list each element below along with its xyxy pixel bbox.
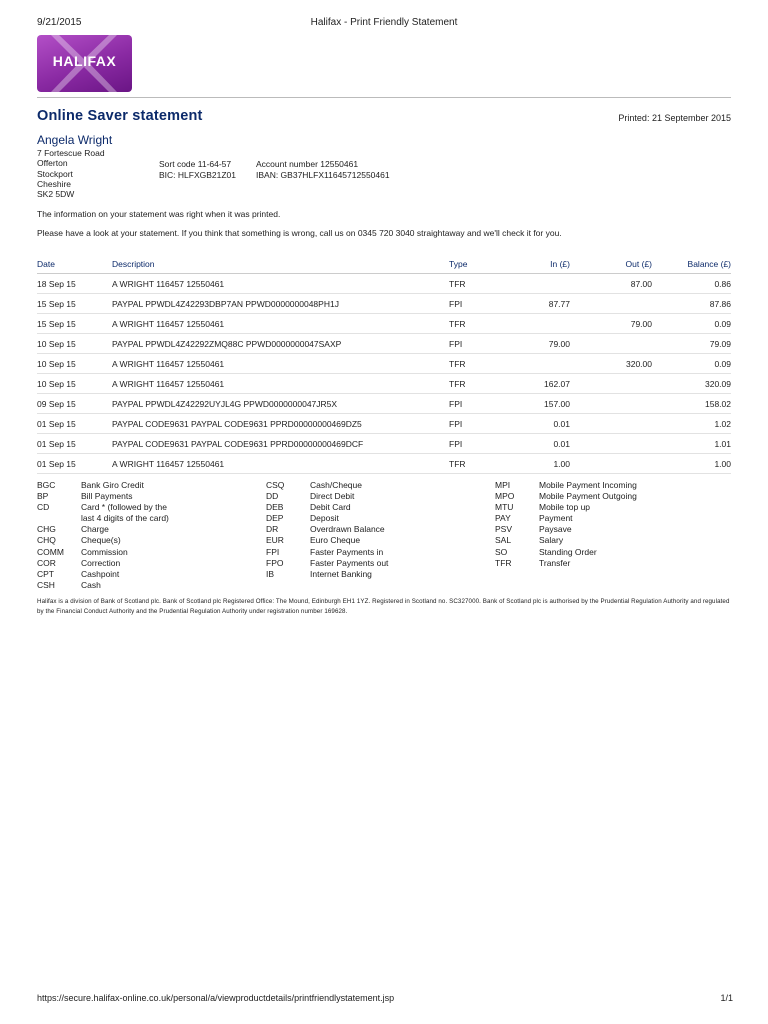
col-date: Date [37, 254, 112, 274]
legend-item [266, 513, 388, 524]
cell-in: 0.01 [517, 414, 570, 434]
cell-description: PAYPAL PPWDL4Z42293DBP7AN PPWD0000000048PH1J [112, 294, 449, 314]
legend-desc: Paysave [539, 524, 572, 535]
cell-description: A WRIGHT 116457 12550461 [112, 354, 449, 374]
cell-type: FPI [449, 434, 517, 454]
legend-col-2 [266, 480, 388, 580]
legend-code: CHQ [37, 535, 56, 546]
table-row [37, 294, 731, 314]
print-title: Halifax - Print Friendly Statement [310, 17, 458, 28]
legend-item [37, 569, 169, 580]
page-number: 1/1 [720, 993, 733, 1003]
legend-desc: Mobile Payment Outgoing [539, 491, 637, 502]
cell-in: 0.01 [517, 434, 570, 454]
legend-code: MTU [495, 502, 514, 513]
cell-type: FPI [449, 294, 517, 314]
col-type: Type [449, 254, 517, 274]
cell-type: TFR [449, 354, 517, 374]
cell-balance: 1.00 [652, 454, 731, 474]
table-row [37, 454, 731, 474]
cell-date: 18 Sep 15 [37, 274, 112, 294]
legend-desc: Deposit [310, 513, 339, 524]
table-header-row [37, 254, 731, 274]
legend-item [266, 547, 388, 558]
cell-balance: 0.86 [652, 274, 731, 294]
legend-code: CHG [37, 524, 56, 535]
table-row [37, 414, 731, 434]
cell-date: 15 Sep 15 [37, 314, 112, 334]
cell-out [570, 434, 652, 454]
sort-code: Sort code 11-64-57 [159, 159, 232, 169]
legend-desc: Cash/Cheque [310, 480, 362, 490]
legend-code [37, 513, 81, 524]
cell-out: 79.00 [570, 314, 652, 334]
legend-item [495, 513, 637, 524]
cell-date: 15 Sep 15 [37, 294, 112, 314]
address-line: SK2 5DW [37, 189, 75, 200]
cell-balance: 1.01 [652, 434, 731, 454]
legend-desc: Transfer [539, 557, 571, 568]
legend-code: FPO [266, 557, 284, 568]
sort-bic-block [159, 159, 236, 180]
cell-description: A WRIGHT 116457 12550461 [112, 274, 449, 294]
legend-code: SAL [495, 535, 512, 546]
cell-description: A WRIGHT 116457 12550461 [112, 314, 449, 334]
legend-code: DD [266, 491, 279, 502]
legend-desc: Internet Banking [310, 568, 372, 579]
address-line: Offerton [37, 158, 68, 169]
legend-code: BP [37, 491, 49, 502]
legend-code: EUR [266, 535, 284, 546]
cell-type: FPI [449, 394, 517, 414]
legal-footer: Halifax is a division of Bank of Scotland plc. Bank of Scotland plc Registered Office: The Mound, Edinburgh EH1 1YZ. Registered in Scotland no. SC327000. Bank of Scotland plc is authorised by the Prudential Regulation Authority and regulated by the Financial Conduct Authority and the Prudential Regulation Authority under registration number 169628. [37, 598, 730, 615]
legend-desc: Card * (followed by the [81, 502, 167, 513]
legend-desc: last 4 digits of the card) [81, 513, 169, 524]
halifax-logo[interactable] [37, 35, 132, 92]
cell-description: PAYPAL CODE9631 PAYPAL CODE9631 PPRD00000000469DZ5 [112, 414, 449, 434]
cell-type: FPI [449, 334, 517, 354]
statement-title: Online Saver statement [37, 108, 203, 124]
cell-balance: 0.09 [652, 354, 731, 374]
cell-date: 10 Sep 15 [37, 334, 112, 354]
cell-in: 1.00 [517, 454, 570, 474]
cell-balance: 87.86 [652, 294, 731, 314]
cell-out [570, 394, 652, 414]
legend-item [495, 480, 637, 491]
legend-col-1 [37, 480, 169, 591]
cell-type: FPI [449, 414, 517, 434]
cell-out [570, 374, 652, 394]
legend-code: TFR [495, 557, 512, 568]
legend-desc: Cheque(s) [81, 535, 121, 546]
cell-in [517, 314, 570, 334]
cell-out [570, 454, 652, 474]
account-iban-block [256, 159, 390, 180]
legend-item [266, 558, 388, 569]
legend-desc: Salary [539, 535, 564, 546]
table-row [37, 334, 731, 354]
legend-desc: Mobile top up [539, 502, 591, 513]
transactions-table [37, 254, 731, 474]
header-divider [37, 97, 731, 98]
legend-item [37, 480, 169, 491]
info-line-1: The information on your statement was right when it was printed. [37, 209, 281, 219]
legend-code: PAY [495, 513, 511, 524]
cell-date: 10 Sep 15 [37, 374, 112, 394]
cell-date: 09 Sep 15 [37, 394, 112, 414]
cell-balance: 1.02 [652, 414, 731, 434]
legend-item [37, 491, 169, 502]
cell-balance: 0.09 [652, 314, 731, 334]
legend-code: CSH [37, 579, 55, 590]
cell-in [517, 354, 570, 374]
cell-date: 01 Sep 15 [37, 414, 112, 434]
address-line: Stockport [37, 168, 73, 179]
legend-item [37, 558, 169, 569]
legend-item [495, 558, 637, 569]
legend-item [266, 491, 388, 502]
legend-code: DEB [266, 502, 284, 513]
legend-col-3 [495, 480, 637, 569]
legend-item [266, 480, 388, 491]
legend-desc: Debit Card [310, 502, 351, 513]
col-description: Description [112, 254, 449, 274]
address-line: 7 Fortescue Road [37, 148, 105, 158]
legend-item [37, 580, 169, 591]
legend-desc: Direct Debit [310, 491, 355, 502]
legend-item [37, 547, 169, 558]
legend-item [37, 502, 169, 513]
cell-out: 87.00 [570, 274, 652, 294]
bic: BIC: HLFXGB21Z01 [159, 169, 237, 180]
legend-code: BGC [37, 480, 56, 490]
legend-code: MPI [495, 480, 511, 490]
legend-item [266, 535, 388, 546]
legend-desc: Commission [81, 546, 128, 557]
legend-desc: Bill Payments [81, 491, 133, 502]
legend-item [495, 524, 637, 535]
cell-date: 10 Sep 15 [37, 354, 112, 374]
legend-desc: Correction [81, 557, 121, 568]
legend-desc: Faster Payments in [310, 546, 384, 557]
legend-desc: Standing Order [539, 546, 597, 557]
legend-code: DR [266, 524, 279, 535]
legend-desc: Cashpoint [81, 568, 120, 579]
legend-desc: Charge [81, 524, 109, 535]
cell-description: A WRIGHT 116457 12550461 [112, 374, 449, 394]
legend-desc: Mobile Payment Incoming [539, 480, 637, 490]
cell-in: 162.07 [517, 374, 570, 394]
legend-desc: Payment [539, 513, 573, 524]
legend-desc: Bank Giro Credit [81, 480, 144, 490]
col-in: In (£) [517, 254, 570, 274]
legend-code: COMM [37, 546, 64, 557]
legend-item [266, 569, 388, 580]
cell-out [570, 334, 652, 354]
legend-desc: Faster Payments out [310, 557, 389, 568]
cell-in [517, 274, 570, 294]
cell-balance: 158.02 [652, 394, 731, 414]
legend-code: SO [495, 546, 508, 557]
cell-description: PAYPAL CODE9631 PAYPAL CODE9631 PPRD00000000469DCF [112, 434, 449, 454]
legend-code: FPI [266, 546, 280, 557]
legend-code: COR [37, 557, 56, 568]
legend-item [495, 502, 637, 513]
legend-code: CSQ [266, 480, 285, 490]
legend-code: CPT [37, 568, 54, 579]
legend-code: DEP [266, 513, 284, 524]
cell-out [570, 414, 652, 434]
cell-in: 87.77 [517, 294, 570, 314]
legend-item [37, 513, 169, 524]
legend-item [37, 535, 169, 546]
customer-name: Angela Wright [37, 133, 113, 147]
legend-code: IB [266, 568, 275, 579]
account-number: Account number 12550461 [256, 159, 359, 169]
iban: IBAN: GB37HLFX11645712550461 [256, 169, 390, 180]
legend-code: PSV [495, 524, 513, 535]
address-line: Cheshire [37, 178, 72, 189]
table-row [37, 374, 731, 394]
col-balance: Balance (£) [652, 254, 731, 274]
legend-code: CD [37, 502, 50, 513]
table-row [37, 354, 731, 374]
printed-date: Printed: 21 September 2015 [618, 113, 731, 123]
legend-desc: Overdrawn Balance [310, 524, 385, 535]
cell-date: 01 Sep 15 [37, 434, 112, 454]
table-row [37, 434, 731, 454]
info-line-2: Please have a look at your statement. If you think that something is wrong, call us on 0345 720 3040 straightaway and we'll check it for you. [37, 228, 562, 238]
cell-in: 157.00 [517, 394, 570, 414]
legend-item [266, 524, 388, 535]
legend-item [495, 491, 637, 502]
print-date: 9/21/2015 [37, 17, 82, 28]
cell-description: PAYPAL PPWDL4Z42292ZMQ88C PPWD0000000047SAXP [112, 334, 449, 354]
legend-item [37, 524, 169, 535]
cell-out: 320.00 [570, 354, 652, 374]
logo-text: HALIFAX [52, 53, 117, 69]
table-row [37, 274, 731, 294]
cell-type: TFR [449, 314, 517, 334]
address-block [37, 148, 105, 199]
cell-type: TFR [449, 454, 517, 474]
legend-desc: Cash [81, 579, 101, 590]
cell-description: A WRIGHT 116457 12550461 [112, 454, 449, 474]
legend-code: MPO [495, 491, 515, 502]
cell-balance: 320.09 [652, 374, 731, 394]
cell-description: PAYPAL PPWDL4Z42292UYJL4G PPWD0000000047JR5X [112, 394, 449, 414]
legend-desc: Euro Cheque [310, 535, 361, 546]
cell-type: TFR [449, 374, 517, 394]
col-out: Out (£) [570, 254, 652, 274]
legend-item [495, 547, 637, 558]
table-row [37, 314, 731, 334]
cell-in: 79.00 [517, 334, 570, 354]
page-url: https://secure.halifax-online.co.uk/personal/a/viewproductdetails/printfriendlystatement.jsp [37, 993, 395, 1003]
legend-item [266, 502, 388, 513]
legend-item [495, 535, 637, 546]
cell-balance: 79.09 [652, 334, 731, 354]
cell-date: 01 Sep 15 [37, 454, 112, 474]
cell-out [570, 294, 652, 314]
table-row [37, 394, 731, 414]
cell-type: TFR [449, 274, 517, 294]
